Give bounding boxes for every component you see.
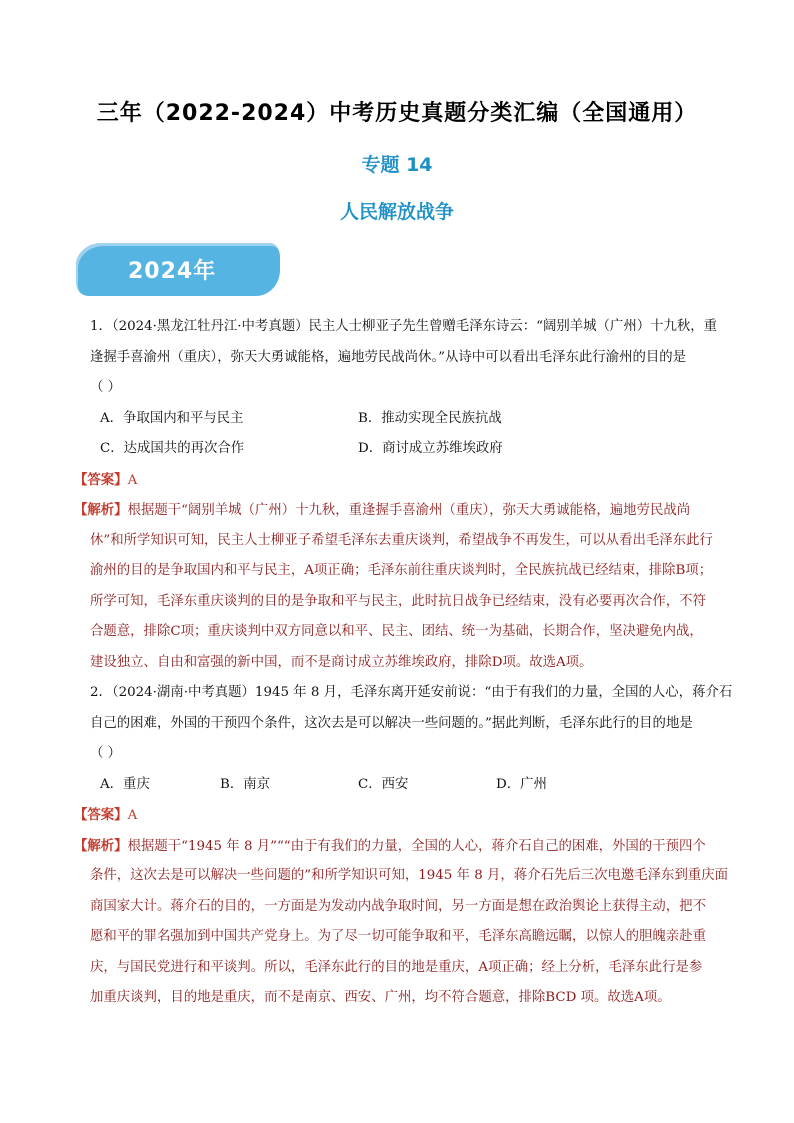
analysis-text: 所学可知，毛泽东重庆谈判的目的是争取和平与民主，此时抗日战争已经结束，没有必要再次合作，不符 xyxy=(90,593,706,609)
analysis-text: 愿和平的罪名强加到中国共产党身上。为了尽一切可能争取和平，毛泽东高瞻远瞩，以惊人的胆魄亲赴重 xyxy=(90,929,706,944)
analysis-label: 【解析】 xyxy=(74,837,128,854)
option-b: B．推动实现全民族抗战 xyxy=(358,410,502,426)
option-d: D．广州 xyxy=(496,776,547,792)
topic-subject: 人民解放战争 xyxy=(339,201,454,223)
options-row xyxy=(90,404,730,435)
answer-value: A xyxy=(127,808,138,823)
options-row xyxy=(90,770,730,801)
answer-line xyxy=(74,465,730,496)
analysis-line xyxy=(74,495,730,526)
question-stem-line: 1．（2024·黑龙江牡丹江·中考真题）民主人士柳亚子先生曾赠毛泽东诗云：“阔别羊城（广州）十九秋，重 xyxy=(90,319,718,334)
year-badge xyxy=(76,243,280,296)
option-c: C．西安 xyxy=(358,776,409,792)
analysis-text: 建设独立、自由和富强的新中国，而不是商讨成立苏维埃政府，排除D项。故选A项。 xyxy=(90,654,593,670)
analysis-text: 根据题干“1945 年 8 月”““由于有我们的力量，全国的人心，蒋介石自己的困难，外国的干预四个 xyxy=(127,838,706,854)
year-badge-label: 2024年 xyxy=(128,259,217,284)
question-stem-line: （ ） xyxy=(90,380,122,395)
analysis-text: 条件，这次去是可以解决一些问题的”和所学知识可知，1945 年 8 月，蒋介石先后三次电邀毛泽东到重庆面 xyxy=(90,868,729,883)
analysis-text: 根据题干“阔别羊城（广州）十九秋，重逢握手喜渝州（重庆），弥天大勇诚能格，遍地劳民战尚 xyxy=(127,503,691,518)
option-b: B．南京 xyxy=(220,776,271,792)
analysis-text: 商国家大计。蒋介石的目的，一方面是为发动内战争取时间，另一方面是想在政治舆论上获得主动，把不 xyxy=(90,898,706,914)
question-stem-line: 2．（2024·湖南·中考真题）1945 年 8 月，毛泽东离开延安前说：“由于有我们的力量，全国的人心，蒋介石 xyxy=(90,685,733,700)
analysis-text: 合题意，排除C项；重庆谈判中双方同意以和平、民主、团结、统一为基础，长期合作，坚决避免内战， xyxy=(90,624,703,639)
answer-label: 【答案】 xyxy=(74,471,128,488)
question-stem-line: （ ） xyxy=(90,746,122,761)
question-stem-line: 自己的困难，外国的干预四个条件，这次去是可以解决一些问题的。”据此判断，毛泽东此行的目的地是 xyxy=(90,715,693,731)
answer-value: A xyxy=(127,472,138,488)
answer-label: 【答案】 xyxy=(74,807,128,823)
question-stem-line: 逢握手喜渝州（重庆），弥天大勇诚能格，遍地劳民战尚休。”从诗中可以看出毛泽东此行渝州的目的是 xyxy=(90,349,687,365)
analysis-text: 渝州的目的是争取国内和平与民主，A项正确；毛泽东前往重庆谈判时，全民族抗战已经结束，排除B项； xyxy=(90,563,713,578)
options-row xyxy=(90,434,730,465)
analysis-text: 休”和所学知识可知，民主人士柳亚子希望毛泽东去重庆谈判，希望战争不再发生，可以从看出毛泽东此行 xyxy=(90,532,713,548)
analysis-text: 庆，与国民党进行和平谈判。所以，毛泽东此行的目的地是重庆，A项正确；经上分析，毛泽东此行是参 xyxy=(90,959,703,975)
option-d: D．商讨成立苏维埃政府 xyxy=(358,441,503,456)
answer-line xyxy=(74,800,730,831)
option-c: C．达成国共的再次合作 xyxy=(100,441,245,456)
question-list xyxy=(74,312,733,1014)
analysis-text: 加重庆谈判，目的地是重庆，而不是南京、西安、广州，均不符合题意，排除BCD 项。故选A项。 xyxy=(90,990,671,1005)
analysis-label: 【解析】 xyxy=(74,502,128,518)
question-2 xyxy=(74,678,733,1014)
option-a: A．争取国内和平与民主 xyxy=(100,410,244,426)
analysis-line xyxy=(74,831,730,862)
page-title: 三年（2022-2024）中考历史真题分类汇编（全国通用） xyxy=(96,101,698,126)
question-1 xyxy=(74,312,730,678)
topic-number: 专题 14 xyxy=(361,154,433,176)
option-a: A．重庆 xyxy=(100,776,150,792)
